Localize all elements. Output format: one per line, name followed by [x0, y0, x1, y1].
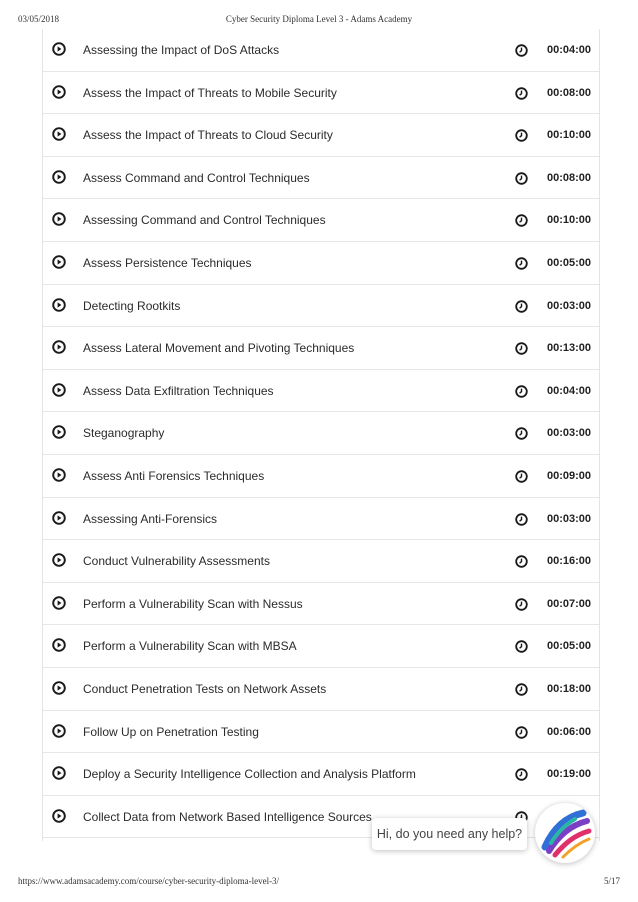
play-circle-icon [52, 638, 66, 652]
lesson-title: Assess Command and Control Techniques [83, 170, 310, 185]
lesson-row[interactable] [43, 583, 599, 626]
clock-icon [515, 683, 528, 696]
clock-icon [515, 214, 528, 227]
lesson-title: Assessing Anti-Forensics [83, 511, 218, 526]
clock-icon [515, 257, 528, 270]
lesson-title: Assess the Impact of Threats to Cloud Security [83, 128, 333, 143]
print-date: 03/05/2018 [18, 14, 60, 24]
print-title: Cyber Security Diploma Level 3 - Adams Academy [225, 14, 413, 24]
chat-help-text: Hi, do you need any help? [376, 827, 523, 841]
play-circle-icon [52, 553, 66, 567]
lesson-duration: 00:07:00 [546, 597, 591, 610]
clock-icon [515, 470, 528, 483]
lesson-duration: 00:05:00 [546, 640, 591, 653]
chat-help-bubble[interactable] [372, 818, 527, 850]
lesson-row[interactable] [43, 199, 599, 242]
clock-icon [515, 513, 528, 526]
lesson-row[interactable] [43, 327, 599, 370]
lesson-title: Assess Anti Forensics Techniques [83, 468, 265, 483]
clock-icon [515, 427, 528, 440]
lesson-title: Collect Data from Network Based Intelligence Sources [83, 809, 372, 824]
lesson-duration: 00:19:00 [546, 768, 591, 781]
clock-icon [515, 726, 528, 739]
clock-icon [515, 172, 528, 185]
play-circle-icon [52, 170, 66, 184]
play-circle-icon [52, 681, 66, 695]
lesson-duration: 00:10:00 [546, 214, 591, 227]
play-circle-icon [52, 425, 66, 439]
lesson-title: Assess Persistence Techniques [83, 255, 252, 270]
lesson-row[interactable] [43, 753, 599, 796]
lesson-row[interactable] [43, 498, 599, 541]
print-header [0, 14, 638, 26]
lesson-row[interactable] [43, 625, 599, 668]
play-circle-icon [52, 383, 66, 397]
lesson-row[interactable] [43, 455, 599, 498]
lesson-duration: 00:05:00 [546, 256, 591, 269]
clock-icon [515, 598, 528, 611]
lesson-duration: 00:08:00 [546, 171, 591, 184]
play-circle-icon [52, 42, 66, 56]
clock-icon [515, 640, 528, 653]
lesson-list [42, 29, 600, 841]
lesson-duration: 00:18:00 [546, 682, 591, 695]
play-circle-icon [52, 724, 66, 738]
lesson-duration: 00:16:00 [546, 555, 591, 568]
lesson-duration: 00:06:00 [546, 725, 591, 738]
clock-icon [515, 87, 528, 100]
clock-icon [515, 555, 528, 568]
play-circle-icon [52, 127, 66, 141]
lesson-row[interactable] [43, 540, 599, 583]
lesson-title: Follow Up on Penetration Testing [83, 724, 259, 739]
lesson-title: Assessing the Impact of DoS Attacks [83, 43, 280, 57]
lesson-row[interactable] [43, 72, 599, 115]
lesson-title: Conduct Penetration Tests on Network Assets [83, 681, 327, 696]
lesson-duration: 00:03:00 [546, 427, 591, 440]
lesson-duration: 00:13:00 [546, 342, 591, 355]
clock-icon [515, 44, 528, 57]
lesson-duration: 00:04:00 [546, 384, 591, 397]
clock-icon [515, 300, 528, 313]
lesson-duration: 00:08:00 [546, 86, 591, 99]
page-number: 5/17 [603, 876, 620, 886]
lesson-row[interactable] [43, 711, 599, 754]
lesson-row[interactable] [43, 29, 599, 72]
play-circle-icon [52, 809, 66, 823]
lesson-row[interactable] [43, 285, 599, 328]
clock-icon [515, 768, 528, 781]
lesson-title: Assessing Command and Control Techniques [83, 213, 326, 228]
print-footer [0, 876, 638, 888]
clock-icon [515, 385, 528, 398]
clock-icon [515, 342, 528, 355]
chat-avatar[interactable] [535, 803, 595, 863]
lesson-duration: 00:10:00 [546, 129, 591, 142]
lesson-duration: 00:03:00 [546, 512, 591, 525]
chat-logo-icon [535, 803, 595, 863]
play-circle-icon [52, 468, 66, 482]
play-circle-icon [52, 255, 66, 269]
play-circle-icon [52, 340, 66, 354]
lesson-title: Assess Data Exfiltration Techniques [83, 383, 274, 398]
lesson-row[interactable] [43, 242, 599, 285]
lesson-title: Deploy a Security Intelligence Collection and Analysis Platform [83, 767, 416, 782]
play-circle-icon [52, 212, 66, 226]
lesson-row[interactable] [43, 370, 599, 413]
lesson-duration: 00:04:00 [546, 44, 591, 56]
lesson-title: Assess the Impact of Threats to Mobile Security [83, 85, 337, 100]
play-circle-icon [52, 766, 66, 780]
lesson-row[interactable] [43, 157, 599, 200]
clock-icon [515, 129, 528, 142]
lesson-duration: 00:09:00 [546, 469, 591, 482]
lesson-duration: 00:03:00 [546, 299, 591, 312]
play-circle-icon [52, 298, 66, 312]
lesson-title: Conduct Vulnerability Assessments [83, 554, 270, 569]
lesson-title: Steganography [83, 426, 165, 441]
lesson-title: Perform a Vulnerability Scan with MBSA [83, 639, 297, 654]
play-circle-icon [52, 596, 66, 610]
lesson-row[interactable] [43, 668, 599, 711]
lesson-title: Detecting Rootkits [83, 298, 181, 313]
play-circle-icon [52, 511, 66, 525]
lesson-title: Perform a Vulnerability Scan with Nessus [83, 596, 303, 611]
lesson-title: Assess Lateral Movement and Pivoting Techniques [83, 341, 355, 356]
lesson-row[interactable] [43, 114, 599, 157]
print-url: https://www.adamsacademy.com/course/cyber-security-diploma-level-3/ [18, 876, 280, 886]
play-circle-icon [52, 85, 66, 99]
lesson-row[interactable] [43, 412, 599, 455]
